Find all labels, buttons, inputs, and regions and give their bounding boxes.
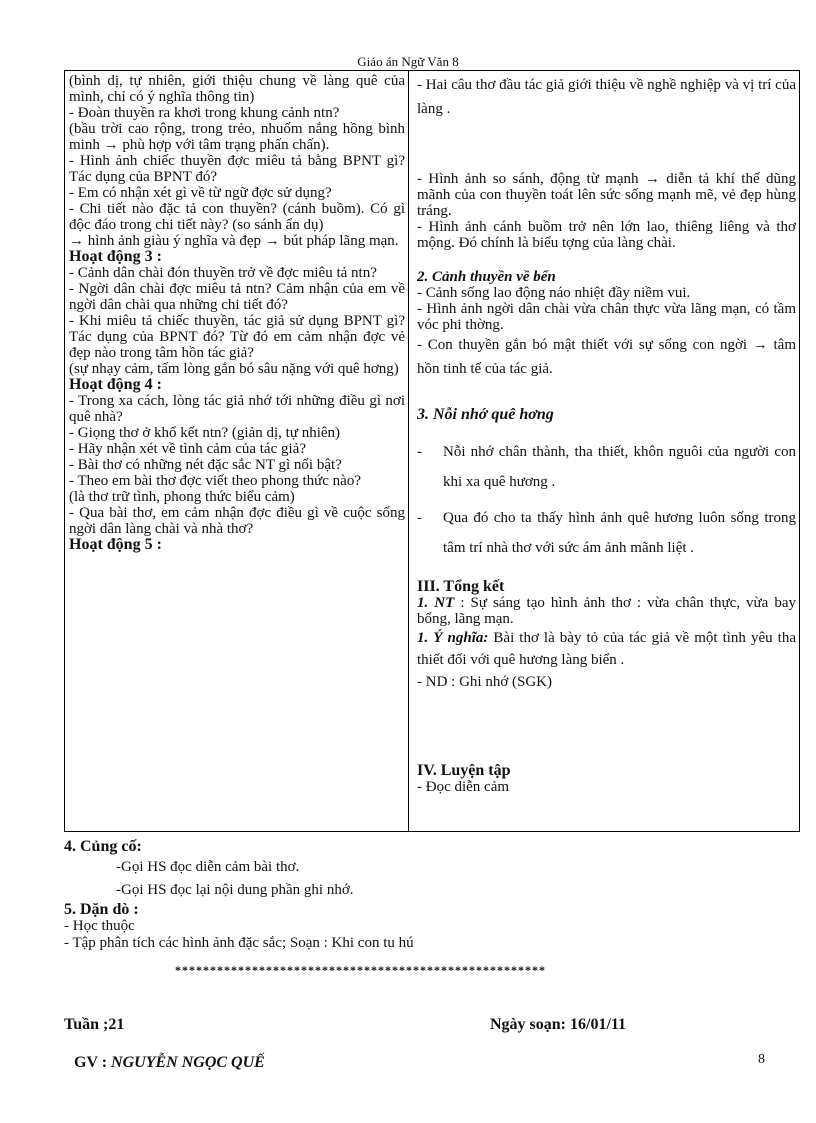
activity-heading: Hoạt động 5 : xyxy=(69,536,162,553)
prep-date: Ngày soạn: 16/01/11 xyxy=(490,1016,627,1033)
section-2-line: - Con thuyền gắn bó mật thiết với sự sống con ngời → tâm hồn tinh tế của tác giả. xyxy=(417,337,796,377)
bullet-marker: - xyxy=(417,444,422,460)
yn-line xyxy=(417,627,796,671)
question-line: (là thơ trữ tình, phong thức biểu cảm) xyxy=(69,489,295,505)
dando-line: - Học thuộc xyxy=(64,918,135,934)
question-line: - Khi miêu tả chiếc thuyền, tác giả sử dụng BPNT gì? Tác dụng của BPNT đó? Từ đó em cảm nhận đợc vẻ đẹp nào trong tâm hồn tác giả? xyxy=(69,313,405,361)
teacher-activities-column xyxy=(65,71,409,831)
lesson-table xyxy=(64,70,800,832)
question-line: (bầu trời cao rộng, trong trẻo, nhuốm nắng hồng bình minh → phù hợp với tâm trạng phấn chấn). xyxy=(69,121,405,153)
question-line: (sự nhạy cảm, tấm lòng gắn bó sâu nặng với quê hơng) xyxy=(69,361,399,377)
activity-heading: Hoạt động 3 : xyxy=(69,248,162,265)
question-line: - Đoàn thuyền ra khơi trong khung cảnh ntn? xyxy=(69,105,340,121)
yn-text: Bài thơ là bày tỏ của tác giả về một tình yêu tha thiết đối với quê hương làng biển . xyxy=(417,630,796,668)
question-line: - Trong xa cách, lòng tác giả nhớ tới những điều gì nơi quê nhà? xyxy=(69,393,405,425)
section-2-title-text: 2. Cảnh thuyền về bến xyxy=(417,269,556,285)
bullet-marker: - xyxy=(417,510,422,526)
intro-text: - Hai câu thơ đầu tác giả giới thiệu về nghề nghiệp và vị trí của làng . xyxy=(417,77,796,117)
question-line: - Chi tiết nào đặc tả con thuyền? (cánh buồm). Có gì độc đáo trong chi tiết này? (so sánh ẩn dụ) xyxy=(69,201,405,233)
question-line: → hình ảnh giàu ý nghĩa và đẹp → bút pháp lãng mạn. xyxy=(69,233,399,249)
nt-label: 1. NT xyxy=(417,595,455,611)
teacher-name: NGUYỄN NGỌC QUẾ xyxy=(111,1054,265,1071)
question-line: - Theo em bài thơ đợc viết theo phong thức nào? xyxy=(69,473,361,489)
nt-text: : Sự sáng tạo hình ảnh thơ : vừa chân thực, vừa bay bổng, lãng mạn. xyxy=(417,595,796,627)
section-2-line: - Cảnh sống lao động náo nhiệt đầy niềm vui. xyxy=(417,285,691,301)
after-table-notes xyxy=(64,838,764,952)
bullet-text: Nỗi nhớ chân thành, tha thiết, khôn nguôi của người con khi xa quê hương . xyxy=(443,444,796,490)
nt-line xyxy=(417,595,796,627)
comparison-text: - Hình ảnh so sánh, động từ mạnh → diễn tả khí thế dũng mãnh của con thuyền toát lên sức sống mạnh mẽ, vẻ đẹp hùng tráng. xyxy=(417,171,796,219)
week-label: Tuần ;21 xyxy=(64,1016,125,1033)
question-line: - Cảnh dân chài đón thuyền trở về đợc miêu tả ntn? xyxy=(69,265,377,281)
nd-line: - ND : Ghi nhớ (SGK) xyxy=(417,674,553,690)
question-line: - Qua bài thơ, em cảm nhận đợc điều gì về cuộc sống ngời dân làng chài và nhà thơ? xyxy=(69,505,405,537)
sail-text: - Hình ảnh cánh buồm trở nên lớn lao, thiêng liêng và thơ mộng. Đó chính là biểu tợng của làng chài. xyxy=(417,219,796,251)
section-4-line: - Đọc diễn cảm xyxy=(417,779,510,795)
section-2-title xyxy=(417,269,796,285)
divider-stars: ***************************************************** xyxy=(175,963,546,977)
dando-title: 5. Dặn dò : xyxy=(64,901,139,918)
bullet-item xyxy=(417,437,796,497)
question-line: - Em có nhận xét gì về từ ngữ đợc sử dụng? xyxy=(69,185,332,201)
bullet-text: Qua đó cho ta thấy hình ảnh quê hương luôn sống trong tâm trí nhà thơ với sức ám ảnh mãnh liệt . xyxy=(443,510,796,556)
question-line: - Hãy nhận xét về tình cảm của tác giả? xyxy=(69,441,306,457)
dando-line: - Tập phân tích các hình ảnh đặc sắc; Soạn : Khi con tu hú xyxy=(64,935,414,951)
page-number: 8 xyxy=(758,1052,765,1067)
question-line: - Ngời dân chài đợc miêu tả ntn? Cảm nhận của em về ngời dân chài qua những chi tiết đó? xyxy=(69,281,405,313)
bullet-item xyxy=(417,503,796,563)
teacher-line xyxy=(74,1054,265,1072)
question-line: - Bài thơ có những nét đặc sắc NT gì nổi bật? xyxy=(69,457,342,473)
section-4-title: IV. Luyện tập xyxy=(417,762,511,779)
cungco-line: -Gọi HS đọc diễn cảm bài thơ. xyxy=(116,859,300,875)
question-line: - Giọng thơ ở khổ kết ntn? (giản dị, tự nhiên) xyxy=(69,425,341,441)
section-2-line: - Hình ảnh ngời dân chài vừa chân thực vừa lãng mạn, có tầm vóc phi thờng. xyxy=(417,301,796,333)
cungco-line: -Gọi HS đọc lại nội dung phần ghi nhớ. xyxy=(116,882,354,898)
question-line: - Hình ảnh chiếc thuyền đợc miêu tả bằng BPNT gì? Tác dụng của BPNT đó? xyxy=(69,153,405,185)
question-line: (bình dị, tự nhiên, giới thiệu chung về làng quê của mình, chỉ có ý nghĩa thông tin) xyxy=(69,73,405,105)
section-3-title: 3. Nỗi nhớ quê hơng xyxy=(417,406,554,423)
teacher-label: GV : xyxy=(74,1054,108,1071)
content-column xyxy=(409,71,799,831)
section-3-summary-title: III. Tổng kết xyxy=(417,578,505,595)
yn-label: 1. Ý nghĩa: xyxy=(417,630,489,646)
cungco-title: 4. Củng cố: xyxy=(64,838,142,855)
page-header: Giáo án Ngữ Văn 8 xyxy=(357,54,459,69)
activity-heading: Hoạt động 4 : xyxy=(69,376,162,393)
